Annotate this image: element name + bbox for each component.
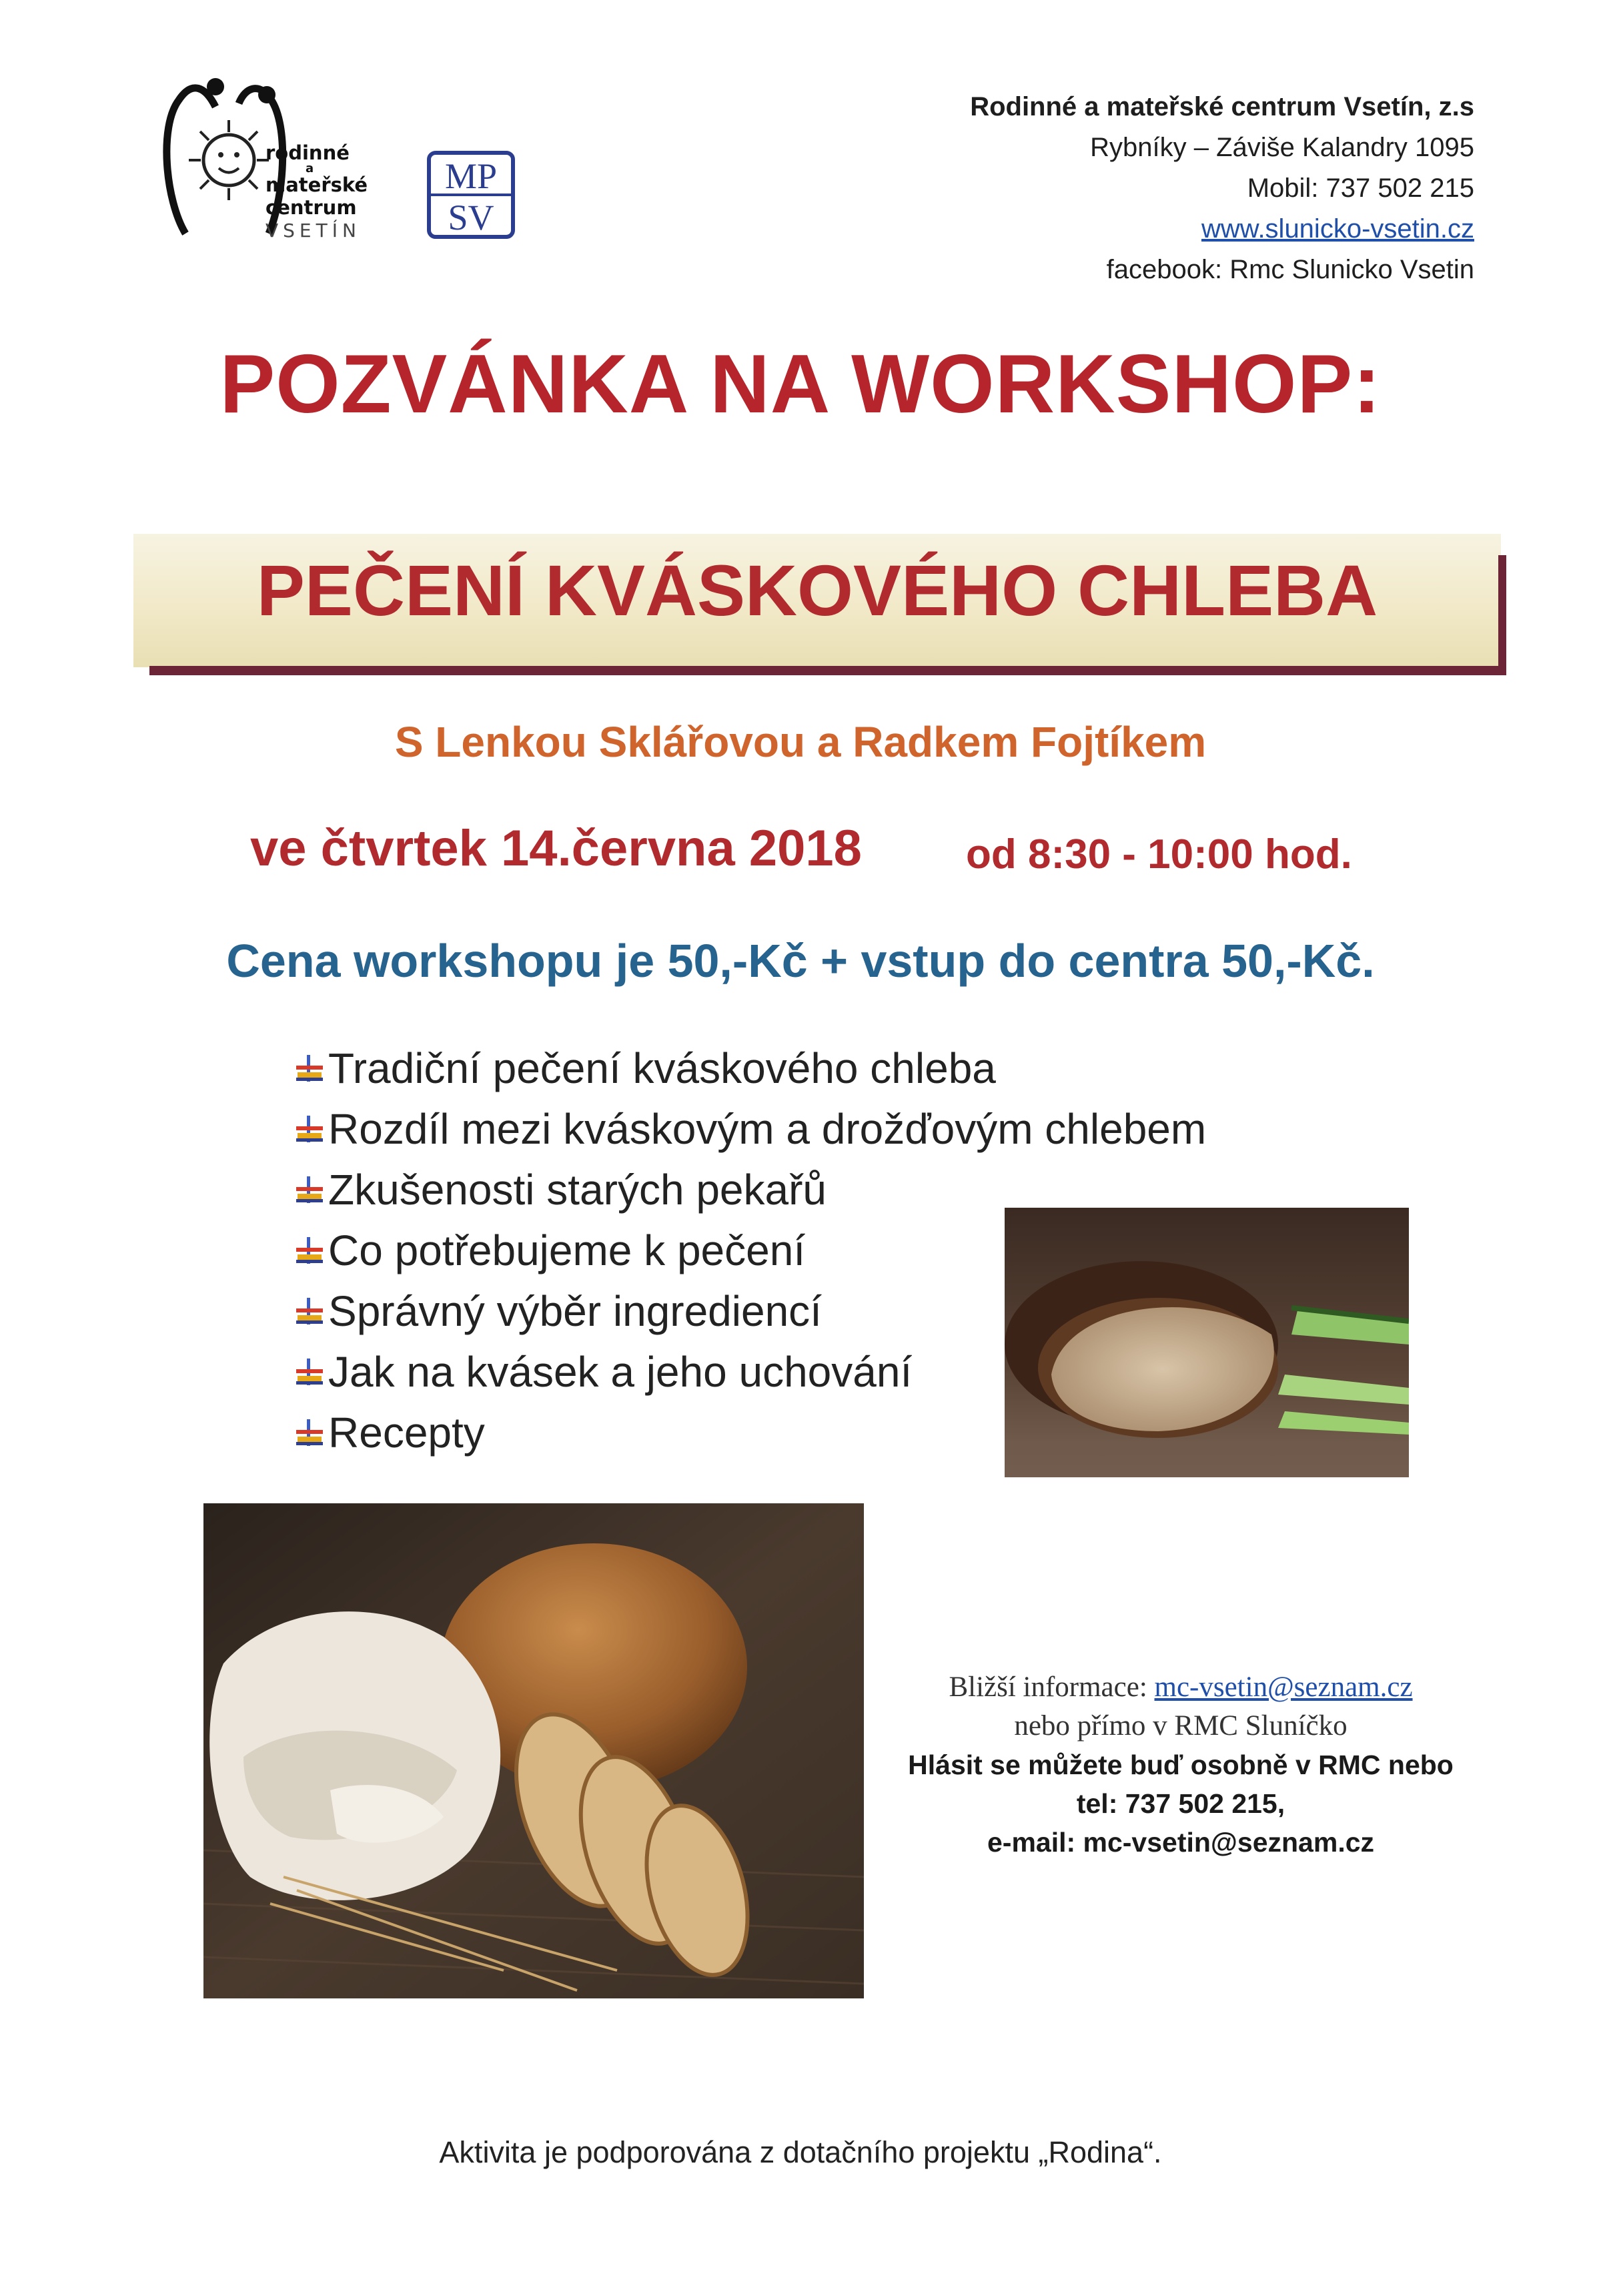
bullet-icon [294,1296,326,1326]
bullet-icon [294,1418,326,1447]
contact-info [861,1668,1501,1862]
info-line-3: Hlásit se můžete buď osobně v RMC nebo [908,1750,1454,1780]
bread-cut-photo [1005,1208,1409,1477]
list-item [294,1098,1206,1159]
info-email: e-mail: mc-vsetin@seznam.cz [987,1827,1375,1858]
website-link[interactable]: www.slunicko-vsetin.cz [1201,214,1474,244]
logo-line-3: mateřské [265,173,368,196]
org-phone: Mobil: 737 502 215 [1247,173,1474,203]
topic-text: Zkušenosti starých pekařů [328,1165,827,1214]
mpsv-bottom: SV [448,198,494,238]
footer-note: Aktivita je podporována z dotačního projektu „Rodina“. [439,2135,1162,2169]
workshop-title: PEČENÍ KVÁSKOVÉHO CHLEBA [256,550,1378,631]
mpsv-logo [427,151,515,239]
rmc-logo-text [265,141,399,242]
logo-line-5: VSETÍN [265,220,361,242]
info-email-link[interactable]: mc-vsetin@seznam.cz [1154,1671,1413,1703]
topic-text: Tradiční pečení kváskového chleba [328,1044,996,1092]
bullet-icon [294,1054,326,1083]
list-item [294,1038,1206,1098]
banner-bottom-rule [149,666,1506,675]
logo-line-2: a [306,161,314,175]
bullet-icon [294,1357,326,1387]
logo-line-4: centrum [265,196,357,219]
org-contact [970,87,1474,290]
bullet-icon [294,1175,326,1204]
topic-text: Jak na kvásek a jeho uchování [328,1347,913,1396]
info-label: Bližší informace: [949,1671,1155,1703]
topic-text: Rozdíl mezi kváskovým a drožďovým chlebem [328,1104,1207,1153]
invite-title: POZVÁNKA NA WORKSHOP: [219,338,1382,430]
facebook-text: facebook: Rmc Slunicko Vsetin [1106,255,1474,284]
topic-text: Správný výběr ingrediencí [328,1286,822,1335]
bread-loaf-photo [203,1503,864,1998]
presenters: S Lenkou Sklářovou a Radkem Fojtíkem [394,718,1207,766]
bullet-icon [294,1236,326,1265]
logo-line-1: rodinné [265,141,350,164]
event-date: ve čtvrtek 14.června 2018 [250,820,862,877]
mpsv-top: MP [444,156,498,196]
bullet-icon [294,1114,326,1144]
org-name: Rodinné a mateřské centrum Vsetín, z.s [970,92,1474,121]
workshop-banner [133,534,1508,679]
price-info: Cena workshopu je 50,-Kč + vstup do centra 50,-Kč. [226,935,1375,987]
event-time: od 8:30 - 10:00 hod. [966,831,1352,877]
topic-text: Co potřebujeme k pečení [328,1226,806,1274]
topic-text: Recepty [328,1408,485,1457]
org-address: Rybníky – Záviše Kalandry 1095 [1090,133,1474,162]
info-line-2: nebo přímo v RMC Sluníčko [1014,1710,1348,1742]
info-phone: tel: 737 502 215, [1076,1788,1285,1819]
